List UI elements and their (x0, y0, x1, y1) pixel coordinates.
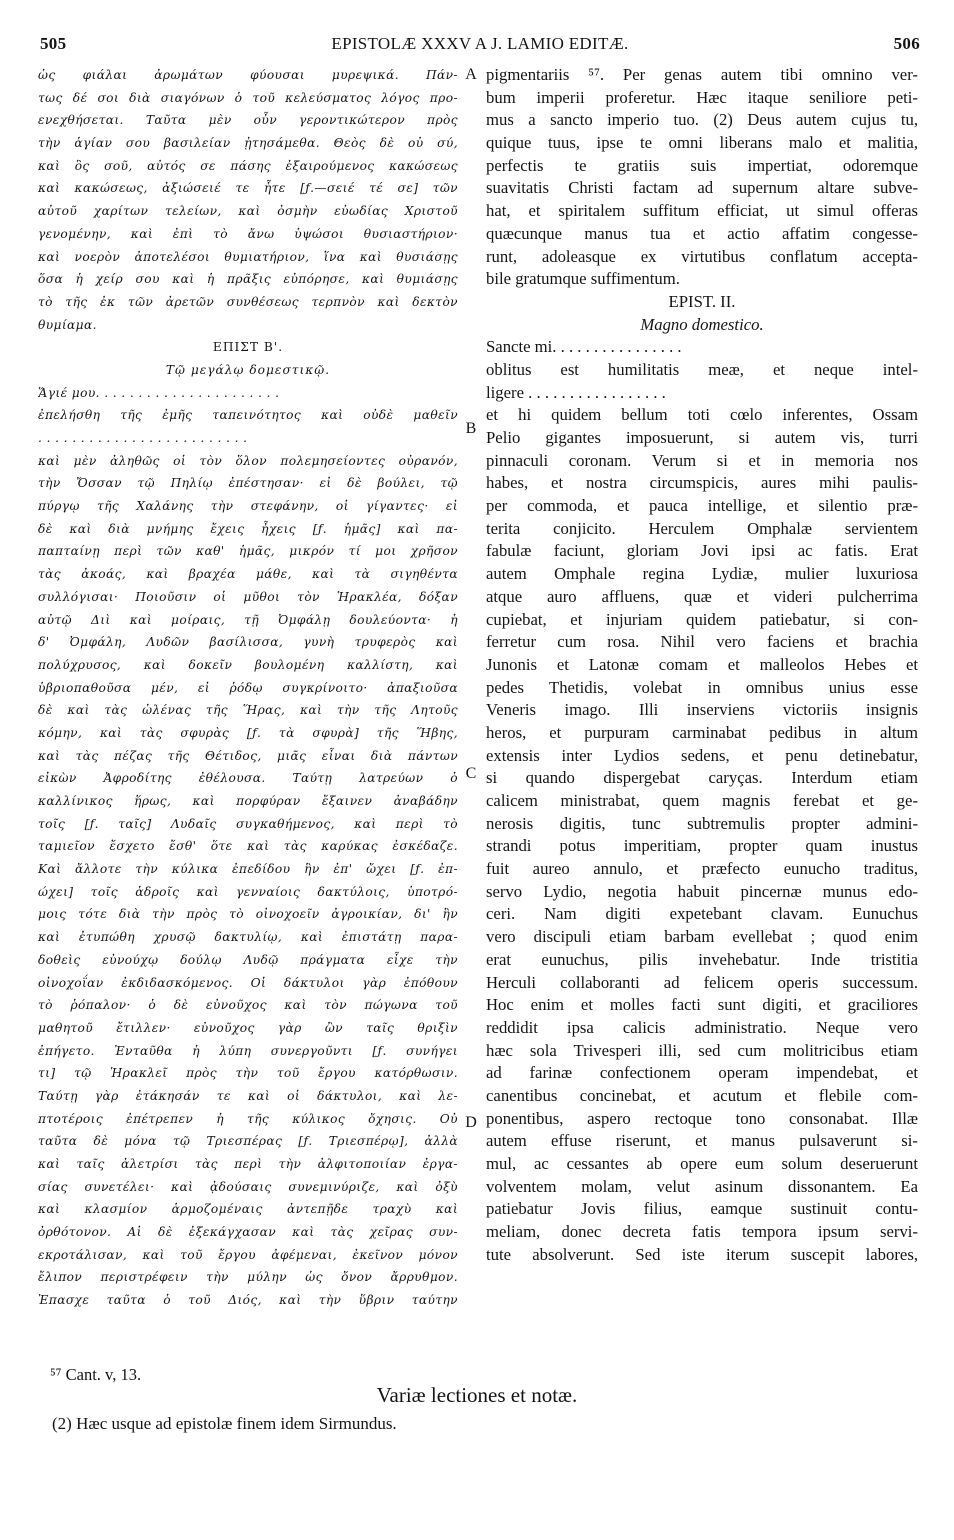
margin-letter-a: A (465, 66, 477, 83)
text-line: per commoda, et pauca intellige, et silentio præ- (486, 496, 918, 516)
text-line: extensis inter Lydios sedens, et penu detinebatur, (486, 745, 918, 765)
text-line: ferretur cum rosa. Nihil vero faciens et brachia (486, 632, 918, 652)
text-line: καὶ κλασμίον ἁρμοζομέναις ἀντεπῇδε τραχὺ καὶ (38, 1202, 458, 1217)
margin-letter-d: D (465, 1114, 477, 1131)
text-line: reddidit ipsa calicis administratio. Neque vero (486, 1017, 918, 1037)
text-line: ταῦτα δὲ μόνα τῷ Τριεσπέρας [ƒ. Τριεσπέρῳ], ἀλλὰ (38, 1134, 458, 1149)
text-line: calicem ministrabat, quem magnis ferebat et ge- (486, 791, 918, 810)
text-line: γενομένην, καὶ ἐπὶ τὸ ἄνω ὑψώσοι θυσιαστήριον· (38, 226, 458, 241)
text-line: meliam, donec decreta fatis tempora ipsum servi- (486, 1222, 918, 1242)
text-line: erat eunuchus, pilis invehebatur. Inde tristitia (486, 949, 918, 969)
running-title: EPISTOLÆ XXXV A J. LAMIO EDITÆ. (331, 34, 629, 53)
text-line: ad farinæ confectionem operam impendebat, et (486, 1063, 918, 1083)
text-line: συλλόγισαι· Ποιοῦσιν οἱ μῦθοι τὸν Ἡρακλέα, δόξαν (38, 589, 458, 604)
text-line: μοις τότε διὰ τὴν πρὸς τὸ οἰνοχοεῖν ἀγροικίαν, δι' ἣν (38, 907, 458, 922)
text-line: canentibus concinebat, et acutum et flebile com- (486, 1085, 918, 1105)
text-line: ὡς φιάλαι ἀρωμάτων φύουσαι μυρεψικά. Πάν- (38, 68, 458, 82)
text-line: si quando dispergebat caryças. Interdum etiam (486, 768, 918, 788)
text-line: ὑβριοπαθοῦσα μέν, εἰ ῥόδῳ συγκρίνοιτο· ἀπαξιοῦσα (38, 680, 458, 695)
text-line: ΕΠΙΣΤ Β'. (212, 340, 284, 355)
text-line: τὴν Ὄσσαν τῷ Πηλίῳ ἐπέστησαν· εἰ δὲ βούλει, τῷ (38, 476, 458, 491)
text-line: pinnaculi coronam. Verum si et in memoria nos (486, 450, 918, 470)
text-line: patiebatur Jovis filius, eamque sustinuit contu- (486, 1199, 918, 1219)
text-line: bile gratumque suffimentum. (486, 269, 680, 289)
text-line: ponentibus, aspero rectoque tono consonabat. Illæ (486, 1108, 918, 1128)
text-line: bum imperii proferetur. Hæc itaque seniliore peti- (486, 87, 918, 107)
notes-heading: Variæ lectiones et notæ. (376, 1383, 578, 1407)
text-line: servo Lydio, negotia habuit pincernæ munus edo- (486, 881, 918, 901)
text-line: atque auro affluens, quæ et videri pulcherrima (486, 586, 918, 606)
text-line: ligere . . . . . . . . . . . . . . . . . (486, 382, 666, 402)
text-line: καὶ νοερὸν ἀποτελέσοι θυμιατήριον, ἵνα καὶ θυσιάσῃς (38, 249, 458, 264)
text-line: δὲ καὶ τὰς ὠλένας τῆς Ἥρας, καὶ τὴν τῆς Λητοῦς (38, 703, 458, 718)
text-line: τὸ τῆς ἐκ τῶν ἀρετῶν συνθέσεως τερπνὸν καὶ δεκτὸν (38, 294, 458, 309)
text-line: παπταίνῃ περὶ τῶν καθ' ἡμᾶς, μικρόν τί μοι χρῆσον (38, 544, 458, 559)
text-line: καὶ μὲν ἀληθῶς οἱ τὸν ὅλον πολεμησείοντες οὐρανόν, (38, 453, 458, 468)
text-line: ἔλιπον περιστρέφειν τὴν μύλην ὡς ὄνον ἄρρυθμον. (38, 1270, 458, 1285)
text-line: ἐπελήσθη τῆς ἐμῆς ταπεινότητος καὶ οὐδὲ μαθεῖν (38, 408, 458, 423)
latin-text-column (486, 64, 918, 1266)
text-line: κόμην, καὶ τὰς σφυρὰς [ƒ. τὰ σφυρὰ] τῆς Ἥβης, (38, 725, 458, 740)
text-line: ὅσα ἡ χείρ σου καὶ ἡ πρᾶξις εὐπόρησε, καὶ θυμιάσῃς (38, 272, 458, 287)
text-line: Sancte mi. . . . . . . . . . . . . . . . (486, 337, 682, 357)
text-line: θυμίαμα. (38, 317, 97, 332)
text-line: pedes Thetidis, volebat in omnibus unius esse (486, 677, 918, 697)
text-line: terita conjicito. Herculem Omphalæ servientem (486, 518, 918, 538)
text-line: δοθεὶς εὐνούχῳ δούλῳ Λυδῷ πράγματα εἶχε τὴν (38, 952, 458, 967)
text-line: Pelio gigantes imposuerunt, si autem vis, turri (486, 428, 918, 447)
text-line: καὶ ὃς σοῦ, αὐτός σε πάσης ἐξαιρούμενος κακώσεως (38, 158, 458, 173)
text-line: ἐπήγετο. Ἐνταῦθα ἡ λύπη συνεργοῦντι [ƒ. συνήγει (38, 1043, 458, 1058)
text-line: Veneris imago. Illi inserviens victoriis insignis (486, 700, 918, 720)
text-line: ὀρθότονον. Αἱ δὲ ἐξεκάγχασαν καὶ τὰς χεῖρας συν- (38, 1225, 458, 1240)
text-line: volventem molam, velut asinum dissonantem. Ea (486, 1176, 918, 1196)
text-line: perfectis te gratiis suis impertiat, odoremque (486, 155, 918, 175)
text-line: καὶ ἐτυπώθη χρυσῷ δακτυλίῳ, καὶ ἐπιστάτῃ παρα- (38, 930, 458, 945)
page-number-left: 505 (40, 34, 67, 53)
text-line: Herculi collaboranti ad felicem operis successum. (486, 972, 918, 992)
text-line: δ' Ὀμφάλη, Λυδῶν βασίλισσα, γυνὴ τρυφερὸς καὶ (38, 635, 458, 650)
footnote: ⁵⁷ Cant. v, 13. (50, 1365, 142, 1384)
text-line: Junonis et Latonæ comam et malleolos Hebes et (486, 654, 918, 674)
text-line: τοῖς [ƒ. ταῖς] Λυδαῖς συγκαθήμενος, καὶ περὶ τὸ (38, 816, 458, 831)
text-line: πτοτέροις ἐπέτρεπεν ἡ τῆς κύλικος ὄχησις. Οὐ (38, 1111, 458, 1126)
page-number-right: 506 (893, 34, 920, 53)
text-line: τως δέ σοι διὰ σιαγόνων ὁ τοῦ κελεύσματος λόγος προ- (38, 90, 458, 105)
text-line: quique tuus, ipse te omni liberans malo et malitia, (486, 133, 918, 153)
text-line: Ἐπασχε ταῦτα ὁ τοῦ Διός, καὶ τὴν ὕβριν ταύτην (38, 1293, 458, 1308)
text-line: αὐτῷ Διὶ καὶ μοίραις, τῇ Ὀμφάλῃ δουλεύοντα· ἡ (38, 612, 458, 627)
text-line: et hi quidem bellum toti cœlo inferentes, Ossam (486, 405, 918, 425)
text-line: hat, et spiritalem suffitum efficiat, ut simul offeras (486, 201, 918, 221)
text-line: Καὶ ἄλλοτε τὴν κύλικα ἐπεδίδου ἣν ἐπ' ὤχει [ƒ. ἐπ- (38, 862, 458, 877)
text-line: Τῷ μεγάλῳ δομεστικῷ. (165, 362, 331, 377)
text-line: cupiebat, et injuriam quidem patiebatur, si con- (486, 609, 918, 629)
text-line: EPIST. II. (668, 291, 736, 311)
text-line: strandi potus imperitiam, propter quam inustus (486, 836, 918, 856)
margin-letter-b: B (465, 420, 477, 437)
text-line: quæcunque manus tua et actio affatim congesse- (486, 223, 918, 243)
text-line: habes, et nostra circumspicis, aures mihi paulis- (486, 473, 918, 493)
text-line: δὲ καὶ διὰ μνήμης ἔχεις ἦχεις [ƒ. ἡμᾶς] καὶ πα- (38, 521, 458, 536)
text-line: πολύχρυσος, καὶ δοκεῖν βουλομένη καλλίστη, καὶ (38, 657, 458, 672)
text-line: τι] τῷ Ἡρακλεῖ πρὸς τὴν τοῦ ἔργου κατόρθωσιν. (38, 1066, 458, 1081)
text-line: αὐτοῦ χαρίτων τελείων, καὶ ὀσμὴν εὐωδίας Χριστοῦ (38, 204, 458, 219)
text-line: autem Omphale regina Lydiæ, mulier luxuriosa (486, 564, 918, 584)
text-line: runt, adoleasque ex virtutibus conflatum accepta- (486, 246, 918, 266)
text-line: πύργῳ τῆς Χαλάνης τὴν στεφάνην, οἱ γίγαντες· εἰ (38, 499, 458, 514)
text-line: vero discipuli etiam barbam evellebat ; quod enim (486, 927, 918, 947)
text-line: ενεχθήσεται. Ταῦτα μὲν οὖν γεροντικώτερον πρὸς (38, 113, 458, 128)
greek-text-column (38, 64, 458, 1312)
text-line: tute absolverunt. Sed iste iterum suscepit labores, (486, 1244, 918, 1264)
text-line: ταμιεῖον ἔσχετο ἔσθ' ὅτε καὶ τὰς καρύκας ἐσκέδαζε. (38, 839, 458, 854)
text-line: εἰκὼν Ἀφροδίτης ἐθέλουσα. Ταύτῃ λατρεύων ὁ (38, 771, 458, 786)
text-line: pigmentariis ⁵⁷. Per genas autem tibi omnino ver- (486, 65, 918, 84)
text-line: oblitus est humilitatis meæ, et neque intel- (486, 359, 918, 379)
text-line: τὴν ἁγίαν σου βασιλείαν ᾐτησάμεθα. Θεὸς δὲ οὐ σύ, (38, 136, 458, 151)
text-line: heros, et purpuram carminabat pedibus in altum (486, 722, 918, 742)
text-line: καλλίνικος ἥρως, καὶ πορφύραν ἔξαινεν ἀναβάδην (38, 794, 458, 808)
text-line: mul, ac cessantes ab opere eum solum deseruerunt (486, 1154, 918, 1173)
text-line: Magno domestico. (640, 314, 764, 334)
text-line: ώχει] τοῖς ἁδροῖς καὶ γενναίοις δακτύλοις, ὑποτρό- (38, 884, 458, 899)
text-line: καὶ ταῖς ἀλετρίσι τὰς περὶ τὴν ἀλφιτοποιίαν ἐργα- (38, 1157, 458, 1171)
text-line: καὶ κακώσεως, ἀξιώσειέ τε ἧτε [ƒ.—σειέ τέ σε] τῶν (38, 181, 458, 196)
text-line: fuit aureo annulo, et præfecto eunucho traditus, (486, 859, 918, 879)
text-line: ceri. Nam digiti expetebant clavam. Eunuchus (486, 904, 918, 924)
text-line: Ταύτῃ γὰρ ἐτάκησάν τε καὶ οἱ δάκτυλοι, καὶ λε- (38, 1088, 458, 1103)
text-line: . . . . . . . . . . . . . . . . . . . . . . . . . (38, 431, 248, 445)
text-line: τὰς ἀκοάς, καὶ βραχέα μάθε, καὶ τὰ σιγηθέντα (38, 567, 458, 582)
margin-letter-c: C (465, 765, 477, 782)
text-line: Hoc enim et molles facti sunt digiti, et graciliores (486, 995, 918, 1015)
text-line: fabulæ faciunt, gloriam Jovi ipsi ac fatis. Erat (486, 541, 918, 561)
text-line: autem effuse riserunt, et manus pulsaverunt si- (486, 1131, 918, 1151)
note-item: (2) Hæc usque ad epistolæ finem idem Sirmundus. (52, 1414, 397, 1433)
text-line: καὶ τὰς πέζας τῆς Θέτιδος, μιᾶς εἶναι διὰ πάντων (38, 748, 458, 763)
text-line: μαθητοῦ ἔτιλλεν· εὐνοῦχος γὰρ ὢν ταῖς θριξὶν (38, 1020, 458, 1035)
text-line: hæc sola Trivesperi illi, sed cum molitricibus etiam (486, 1040, 918, 1060)
text-line: nerosis digitis, tunc subtremulis propter admini- (486, 813, 918, 833)
text-line: suavitatis Christi factam ad supernum altare subve- (486, 178, 918, 198)
running-header (40, 34, 920, 58)
text-line: mus a sancto imperio tuo. (2) Deus autem cujus tu, (486, 110, 918, 130)
text-line: οἰνοχοΐαν ἐκδιδασκόμενος. Οἱ δάκτυλοι γὰρ ἐπόθουν (38, 975, 458, 990)
text-line: σίας συνετέλει· καὶ ᾀδούσαις συνεμινύριζε, καὶ ὀξὺ (38, 1179, 458, 1194)
text-line: τὸ ῥόπαλον· ὁ δὲ εὐνοῦχος καὶ τὸν πώγωνα τοῦ (38, 998, 458, 1013)
text-line: Ἅγιέ μου. . . . . . . . . . . . . . . . . . . . . . (38, 385, 280, 400)
text-line: εκροτάλισαν, καὶ τοῦ ἔργου ἀφέμεναι, ἐκεῖνον μόνον (38, 1247, 458, 1262)
